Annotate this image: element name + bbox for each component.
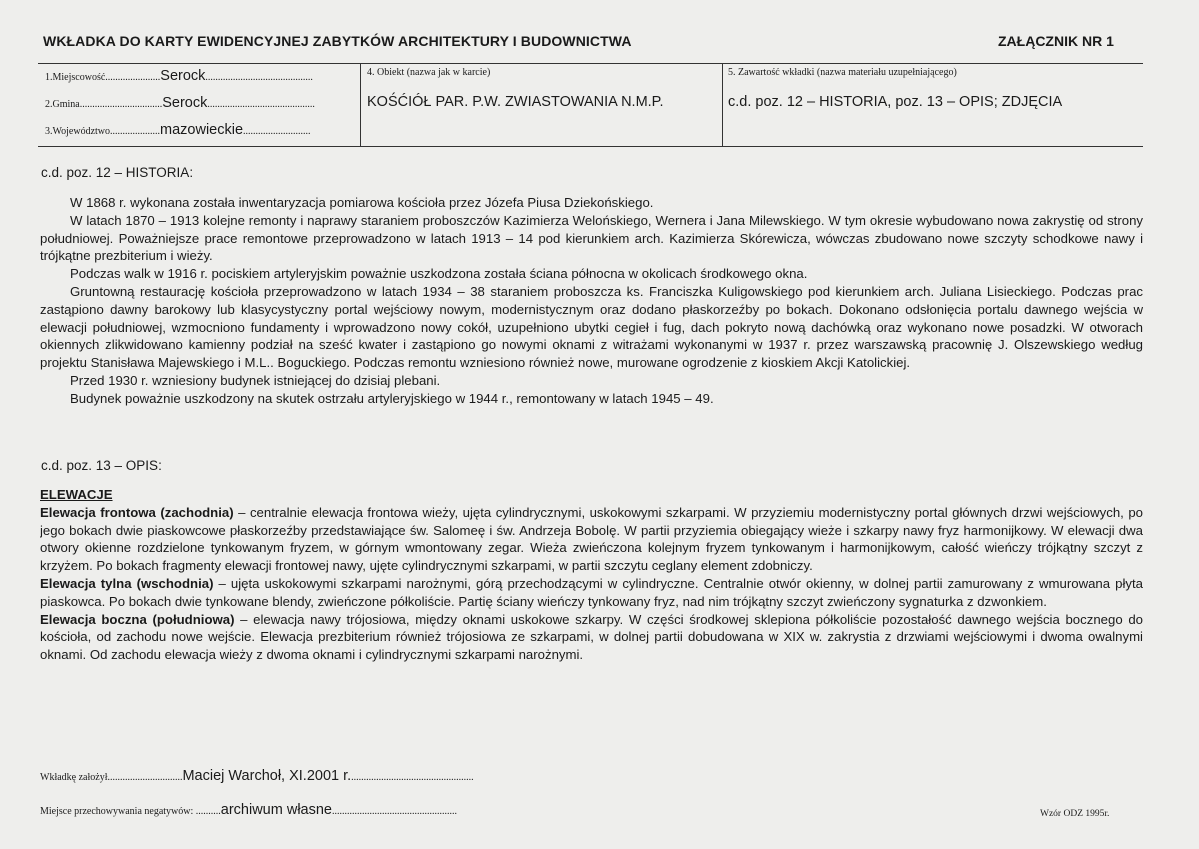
history-paragraph-4: Gruntowną restaurację kościoła przeprowadzono w latach 1934 – 38 staraniem proboszcza ks. Franciszka Kuligowskiego pod kierunkiem arch. Juliana Lisieckiego. Podczas prac zastąpiono dawny barokowy lub klasycystyczny portal wejściowy nowym, modernistycznym oraz dodano płaskorzeźby po bokach. Dokonano odsłonięcia portalu dawnego wejścia w elewacji południowej, wzmocniono fundamenty i wprowadzono nowy cokół, uzupełniono ubytki cegieł i fug, dach pokryto nową dachówką oraz wykonano nowe posadzki. W otworach okiennych zlikwidowano kamienny podział na sześć kwater i zastąpiono go nowymi oknami z witrażami wykonanymi w 1937 r. przez warszawską pracownię J. Olszewskiego według projektu Stanisława Majewskiego i M.L.. Boguckiego. Podczas remontu wzniesiono również nowe, murowane ogrodzenie z kioskiem Akcji Katolickiej. [40, 283, 1143, 371]
field-miejscowosc: 1.Miejscowość......................Serock........................................... [45, 68, 313, 84]
history-paragraph-3: Podczas walk w 1916 r. pociskiem artyleryjskim poważnie uszkodzona została ściana północna w okolicach środkowego okna. [70, 266, 808, 282]
negatives-value: archiwum własne [220, 802, 332, 818]
object-label: 4. Obiekt (nazwa jak w karcie) [367, 67, 491, 78]
footer-negatives: Miejsce przechowywania negatywów: ..........archiwum własne.................................................. [40, 802, 457, 818]
elevation-side-text: – elewacja nawy trójosiowa, między oknami uskokowe szkarpy. W części środkowej sklepiona półkoliście pozostałość dawnego wejścia bocznego do kościoła, od zachodu nowe wejście. Elewacja prezbiterium również trójosiowa ze szkarpami, w dolnej partii dobudowana w XIX w. zakrystia z drzwiami wejściowymi i dwoma owalnymi oknami. Od zachodu elewacja wieży z dwoma oknami i cylindrycznymi szkarpami narożnymi. [40, 611, 1143, 663]
elevation-front [40, 504, 1143, 575]
history-paragraph-5: Przed 1930 r. wzniesiony budynek istniejącej do dzisiaj plebani. [70, 372, 441, 388]
annex-label: ZAŁĄCZNIK NR 1 [998, 33, 1114, 49]
elevation-side [40, 611, 1143, 664]
elevations-subheading: ELEWACJE [40, 487, 113, 502]
table-top-border [38, 63, 1143, 64]
history-paragraph-2: W latach 1870 – 1913 kolejne remonty i naprawy staraniem proboszczów Kazimierza Welońskiego, Wernera i Jana Milewskiego. W tym okresie wybudowano nowa zakrystię od strony południowej. Poważniejsze prace remontowe przeprowadzono w latach 1913 – 14 pod kierunkiem arch. Kazimierza Skórewicza, wówczas zbudowano nowe szczyty schodkowe nawy i trójkątne prezbiterium i wieży. [40, 212, 1143, 264]
object-value: KOŚĆIÓŁ PAR. P.W. ZWIASTOWANIA N.M.P. [367, 94, 664, 110]
field-wojewodztwo: 3.Województwo....................mazowieckie........................... [45, 122, 311, 138]
template-version: Wzór ODZ 1995r. [1040, 809, 1110, 819]
description-text [40, 486, 1143, 708]
elevation-front-title: Elewacja frontowa (zachodnia) [40, 504, 234, 520]
gmina-value: Serock [162, 95, 208, 111]
form-title: WKŁADKA DO KARTY EWIDENCYJNEJ ZABYTKÓW ARCHITEKTURY I BUDOWNICTWA [43, 33, 632, 49]
contents-label: 5. Zawartość wkładki (nazwa materiału uzupełniającego) [728, 67, 957, 78]
footer-author: Wkładkę założył..............................Maciej Warchoł, XI.2001 r.................................................. [40, 768, 474, 784]
history-text [40, 194, 1143, 434]
elevation-front-text: – centralnie elewacja frontowa wieży, ujęta cylindrycznymi, uskokowymi szkarpami. W przyziemiu modernistyczny portal głównych drzwi wejściowych, po jego bokach dwie piaskowcowe płaskorzeźby przedstawiające św. Salomeę i św. Andrzeja Bobolę. W partii przyziemia obiegający wieże i szkarpy nawy fryz harmonijkowy. W elewacji dwa otwory okienne rozdzielone tynkowanym fryzem, w górnym wmontowany zegar. Wieża zwieńczona kolejnym fryzem tynkowanym i harmonijkowym, całość wieńczy trójkątny szczyt z krzyżem. Po bokach fragmenty elewacji frontowej nawy, ujęte cylindrycznymi szkarpami, w partii szczytu ceglany element zdobniczy. [40, 504, 1143, 574]
field-gmina: 2.Gmina.................................Serock........................................... [45, 95, 315, 111]
elevation-rear-title: Elewacja tylna (wschodnia) [40, 575, 214, 591]
author-value: Maciej Warchoł, XI.2001 r. [182, 768, 352, 784]
elevation-rear [40, 575, 1143, 611]
elevation-side-title: Elewacja boczna (południowa) [40, 611, 235, 627]
history-paragraph-1: W 1868 r. wykonana została inwentaryzacja pomiarowa kościoła przez Józefa Piusa Dziekońskiego. [70, 195, 654, 210]
table-bottom-border [38, 146, 1143, 147]
table-divider-1 [360, 63, 361, 146]
description-heading: c.d. poz. 13 – OPIS: [41, 458, 162, 473]
contents-value: c.d. poz. 12 – HISTORIA, poz. 13 – OPIS; ZDJĘCIA [728, 94, 1063, 110]
elevation-rear-text: – ujęta uskokowymi szkarpami narożnymi, górą przechodzącymi w cylindryczne. Centralnie otwór okienny, w dolnej partii zamurowany z wmurowana płyta piaskowca. Po bokach dwie tynkowane blendy, zwieńczone półkoliście. Partię ściany wieńczy tynkowany fryz, nad nim trójkątny szczyt zwieńczony sygnaturka z dzwonkiem. [40, 575, 1143, 609]
table-divider-2 [722, 63, 723, 146]
history-paragraph-6: Budynek poważnie uszkodzony na skutek ostrzału artyleryjskiego w 1944 r., remontowany w latach 1945 – 49. [70, 390, 714, 406]
wojewodztwo-value: mazowieckie [160, 122, 244, 138]
history-heading: c.d. poz. 12 – HISTORIA: [41, 165, 194, 180]
miejscowosc-value: Serock [160, 68, 206, 84]
